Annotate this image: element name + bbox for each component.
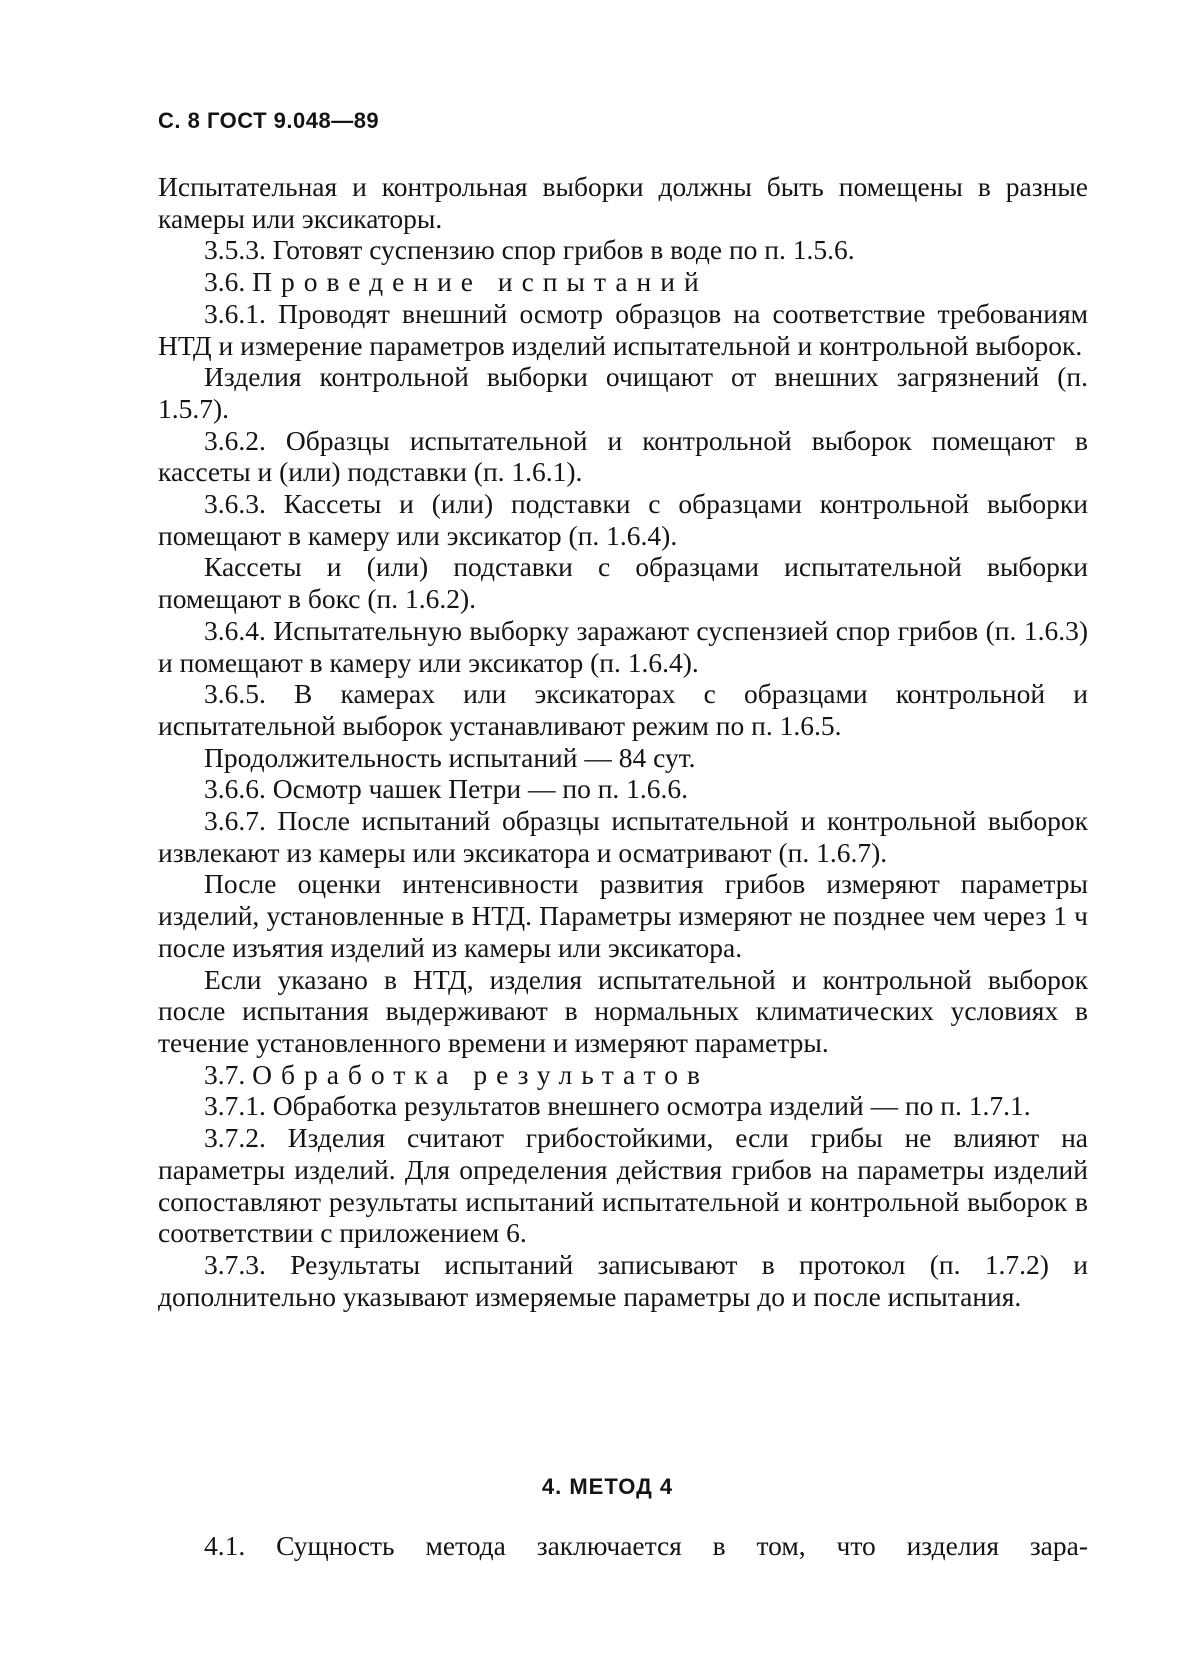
subsection-heading-3-7: 3.7. Обработка результатов (204, 1058, 709, 1090)
paragraph-continuation: Испытательная и контрольная выборки должны быть помещены в разные камеры или эксикаторы. (158, 171, 1088, 234)
paragraph-3-6-2: 3.6.2. Образцы испытательной и контрольной выборок помещают в кассеты и (или) подставки (п. 1.6.1). (158, 424, 1088, 488)
paragraph-3-7-3: 3.7.3. Результаты испытаний записывают в протокол (п. 1.7.2) и дополнительно указывают измеряемые параметры до и после испытания. (158, 1248, 1088, 1312)
paragraph-3-6-7: 3.6.7. После испытаний образцы испытательной и контрольной выборок извлекают из камеры или эксикатора и осматривают (п. 1.6.7). (158, 805, 1088, 868)
paragraph-3-7-1: 3.7.1. Обработка результатов внешнего осмотра изделий — по п. 1.7.1. (204, 1090, 1031, 1122)
paragraph-3-7-2: 3.7.2. Изделия считают грибостойкими, если грибы не влияют на параметры изделий. Для определения действия грибов на параметры изделий сопоставляют результаты испытаний испытательной и контрольной выборок в соответствии с приложением 6. (158, 1122, 1088, 1249)
paragraph-3-6-1: 3.6.1. Проводят внешний осмотр образцов на соответствие требованиям НТД и измерение параметров изделий испытательной и контрольной выборок. (158, 297, 1088, 361)
paragraph-3-5-3: 3.5.3. Готовят суспензию спор грибов в воде по п. 1.5.6. (204, 234, 855, 266)
paragraph-cleaning: Изделия контрольной выборки очищают от внешних загрязнений (п. 1.5.7). (158, 361, 1088, 424)
paragraph-cassettes: Кассеты и (или) подставки с образцами испытательной выборки помещают в бокс (п. 1.6.2). (158, 551, 1088, 615)
subsection-heading-3-6: 3.6. Проведение испытаний (204, 266, 708, 298)
paragraph-conditioning: Если указано в НТД, изделия испытательной и контрольной выборок после испытания выдерживают в нормальных климатических условиях в течение установленного времени и измеряют параметры. (158, 963, 1088, 1058)
running-header: С. 8 ГОСТ 9.048—89 (158, 108, 380, 133)
body-text (158, 171, 1088, 1312)
paragraph-3-6-3: 3.6.3. Кассеты и (или) подставки с образцами контрольной выборки помещают в камеру или эксикатор (п. 1.6.4). (158, 488, 1088, 551)
paragraph-3-6-5: 3.6.5. В камерах или эксикаторах с образцами контрольной и испытательной выборок устанавливают режим по п. 1.6.5. (158, 678, 1088, 741)
section-heading: 4. МЕТОД 4 (541, 1474, 674, 1499)
paragraph-3-6-6: 3.6.6. Осмотр чашек Петри — по п. 1.6.6. (204, 773, 689, 805)
paragraph-duration: Продолжительность испытаний — 84 сут. (204, 741, 696, 773)
paragraph-3-6-4: 3.6.4. Испытательную выборку заражают суспензией спор грибов (п. 1.6.3) и помещают в камеру или эксикатор (п. 1.6.4). (158, 614, 1088, 678)
paragraph-4-1: 4.1. Сущность метода заключается в том, что изделия зара- (204, 1530, 1088, 1561)
paragraph-measurement: После оценки интенсивности развития грибов измеряют параметры изделий, установленные в НТД. Параметры измеряют не позднее чем через 1 ч после изъятия изделий из камеры или эксикатора. (158, 868, 1088, 963)
